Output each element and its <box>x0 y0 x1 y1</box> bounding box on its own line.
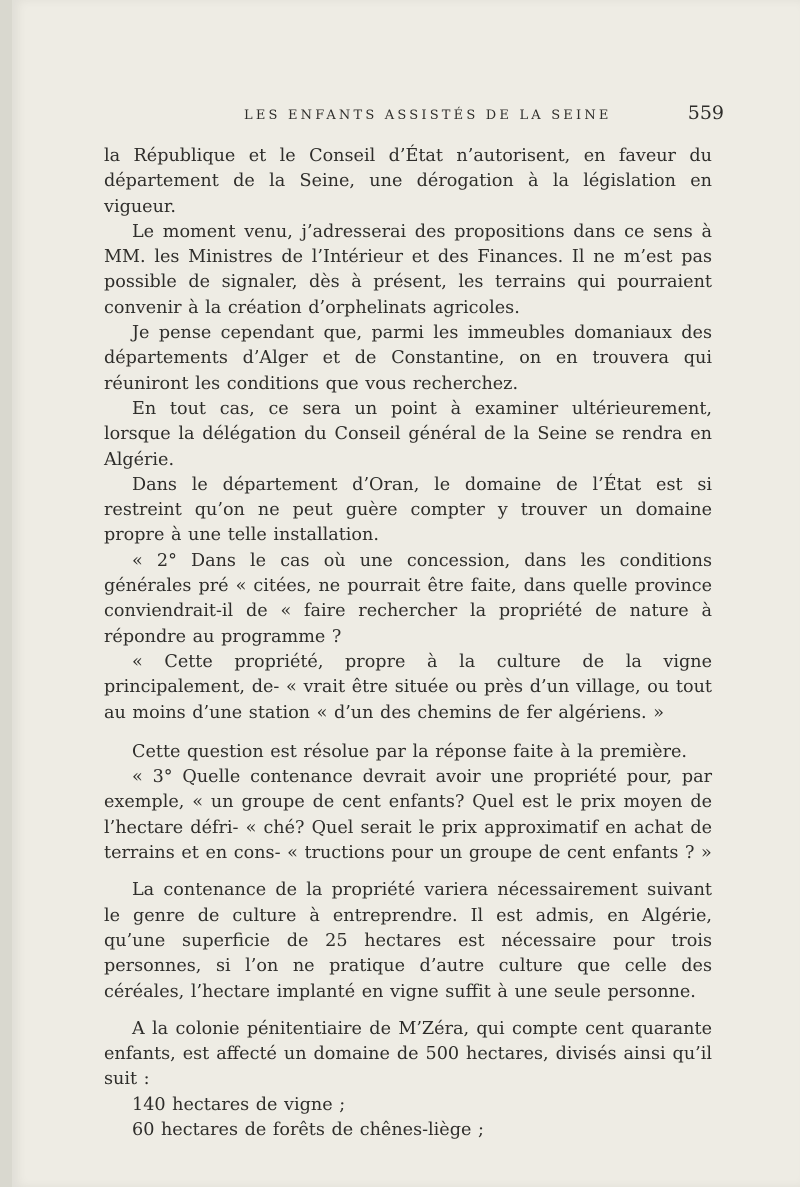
paragraph-3: Je pense cependant que, parmi les immeubles domaniaux des départements d’Alger et de Constantine, on en trouvera qui réuniront les conditions que vous recherchez. <box>104 323 712 394</box>
list-item-vineyards: 140 hectares de vigne ; <box>132 1094 346 1115</box>
page-header <box>232 100 732 130</box>
mzera-colony-paragraph: A la colonie pénitentiaire de M’Zéra, qui compte cent quarante enfants, est affecté un domaine de 500 hectares, divisés ainsi qu’il suit : <box>104 1018 712 1090</box>
paragraph-5: Dans le département d’Oran, le domaine de l’État est si restreint qu’on ne peut guère compter y trouver un domaine propre à une telle installation. <box>104 474 712 546</box>
page-number: 559 <box>687 102 724 124</box>
quote-question-3: « 3° Quelle contenance devrait avoir une propriété pour, par exemple, « un groupe de cent enfants? Quel est le prix moyen de l’hectare défri- « ché? Quel serait le prix approximatif en achat de terrains et en cons- « tructions pour un groupe de cent enfants ? » <box>104 767 712 864</box>
page-body <box>104 144 712 1143</box>
quote-question-2-continued: « Cette propriété, propre à la culture de la vigne principalement, de- « vrait être située ou près d’un village, ou tout au moins d’une station « d’un des chemins de fer algériens. » <box>104 651 712 723</box>
paragraph-4: En tout cas, ce sera un point à examiner ultérieurement, lorsque la délégation du Conseil général de la Seine se rendra en Algérie. <box>104 398 712 470</box>
quote-question-2: « 2° Dans le cas où une concession, dans les conditions générales pré « citées, ne pourrait être faite, dans quelle province conviendrait-il de « faire rechercher la propriété de nature à répondre au programme ? <box>104 550 712 647</box>
paragraph-1: la République et le Conseil d’État n’autorisent, en faveur du département de la Seine, une dérogation à la législation en vigueur. <box>104 146 712 217</box>
answer-3: La contenance de la propriété variera nécessairement suivant le genre de culture à entreprendre. Il est admis, en Algérie, qu’une superficie de 25 hectares est nécessaire pour trois personnes, si l’on ne pratique d’autre culture que celle des céréales, l’hectare implanté en vigne suffit à une seule personne. <box>104 880 712 1002</box>
answer-2: Cette question est résolue par la réponse faite à la première. <box>132 741 687 762</box>
running-title: LES ENFANTS ASSISTÉS DE LA SEINE <box>244 108 612 123</box>
list-item-cork-forests: 60 hectares de forêts de chênes-liège ; <box>132 1119 484 1140</box>
paragraph-2: Le moment venu, j’adresserai des propositions dans ce sens à MM. les Ministres de l’Intérieur et des Finances. Il ne m’est pas possible de signaler, dès à présent, les terrains qui pourraient convenir à la création d’orphelinats agricoles. <box>104 221 712 318</box>
